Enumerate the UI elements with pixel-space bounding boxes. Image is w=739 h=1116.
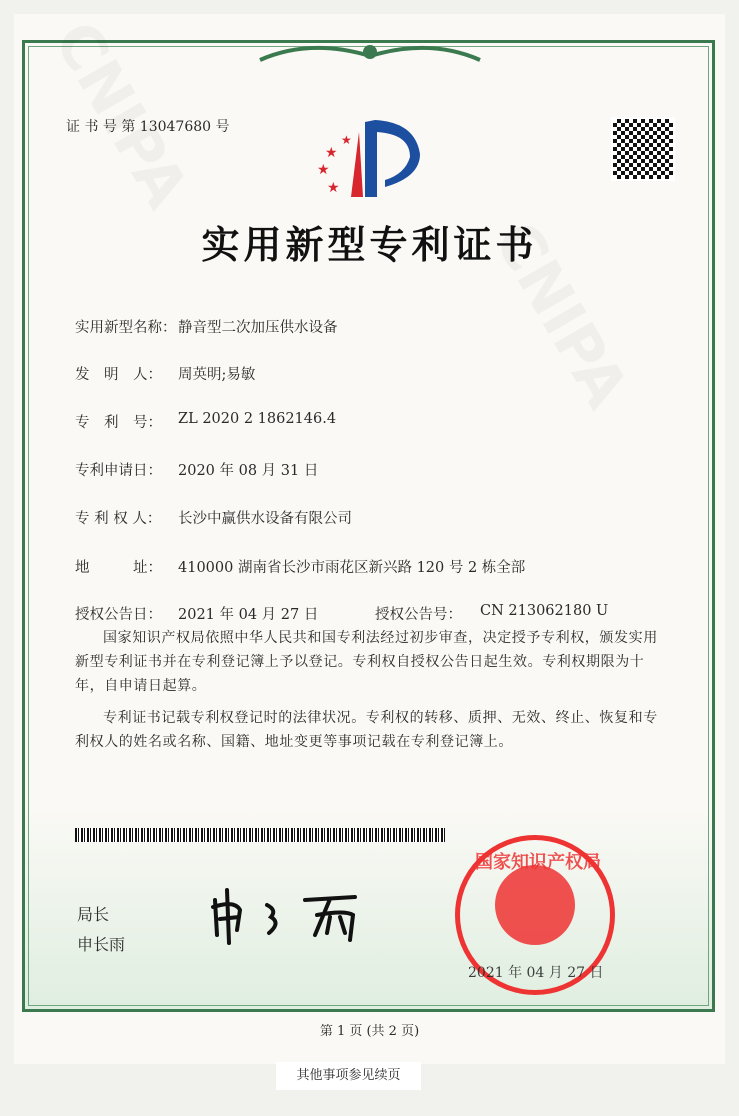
page-info: 第 1 页 (共 2 页) bbox=[319, 1024, 420, 1039]
signature-icon bbox=[205, 885, 380, 945]
field-value-patent-no: ZL 2020 2 1862146.4 bbox=[178, 411, 337, 427]
continued-note: 其他事项参见续页 bbox=[276, 1062, 421, 1090]
cnipa-logo-icon bbox=[315, 112, 425, 202]
field-label-name: 实用新型名称： bbox=[75, 320, 177, 336]
seal-date: 2021 年 04 月 27 日 bbox=[468, 965, 604, 981]
paragraph-legal-status: 专利证书记载专利权登记时的法律状况。专利权的转移、质押、无效、终止、恢复和专利权人的姓名或名称、国籍、地址变更等事项记载在专利登记簿上。 bbox=[75, 710, 658, 750]
field-label-patent-no: 专 利 号： bbox=[75, 415, 162, 431]
director-name: 申长雨 bbox=[77, 935, 126, 954]
field-label-grant-date: 授权公告日： bbox=[75, 607, 162, 623]
field-label-filing-date: 专利申请日： bbox=[75, 463, 162, 479]
paragraph-grant: 国家知识产权局依照中华人民共和国专利法经过初步审查，决定授予专利权，颁发实用新型专利证书并在专利登记簿上予以登记。专利权自授权公告日起生效。专利权期限为十年，自申请日起算。 bbox=[75, 630, 658, 694]
svg-text:★: ★ bbox=[341, 133, 352, 147]
barcode bbox=[75, 828, 445, 842]
certificate-number: 证 书 号 第 13047680 号 bbox=[66, 119, 230, 135]
field-label-inventor: 发 明 人： bbox=[75, 367, 162, 383]
field-label-patentee: 专 利 权 人： bbox=[75, 511, 162, 527]
ornament-top-icon bbox=[250, 38, 490, 68]
field-label-address: 地 址： bbox=[75, 560, 162, 576]
field-value-grant-date: 2021 年 04 月 27 日 bbox=[178, 607, 319, 623]
svg-text:★: ★ bbox=[327, 180, 340, 196]
qr-code bbox=[611, 117, 675, 181]
field-value-patentee: 长沙中赢供水设备有限公司 bbox=[178, 511, 352, 527]
field-value-filing-date: 2020 年 08 月 31 日 bbox=[178, 463, 319, 479]
national-emblem-icon bbox=[495, 865, 575, 945]
field-value-address: 410000 湖南省长沙市雨花区新兴路 120 号 2 栋全部 bbox=[178, 560, 526, 576]
director-title: 局长 bbox=[77, 905, 110, 924]
svg-text:★: ★ bbox=[317, 162, 330, 178]
announcement-value: CN 213062180 U bbox=[480, 603, 609, 619]
announcement-label: 授权公告号： bbox=[375, 607, 462, 623]
svg-text:★: ★ bbox=[325, 145, 338, 161]
seal-text: 国家知识产权局 bbox=[475, 852, 601, 873]
page-title: 实用新型专利证书 bbox=[201, 223, 538, 267]
field-value-name: 静音型二次加压供水设备 bbox=[178, 320, 338, 336]
field-value-inventor: 周英明;易敏 bbox=[178, 367, 256, 383]
